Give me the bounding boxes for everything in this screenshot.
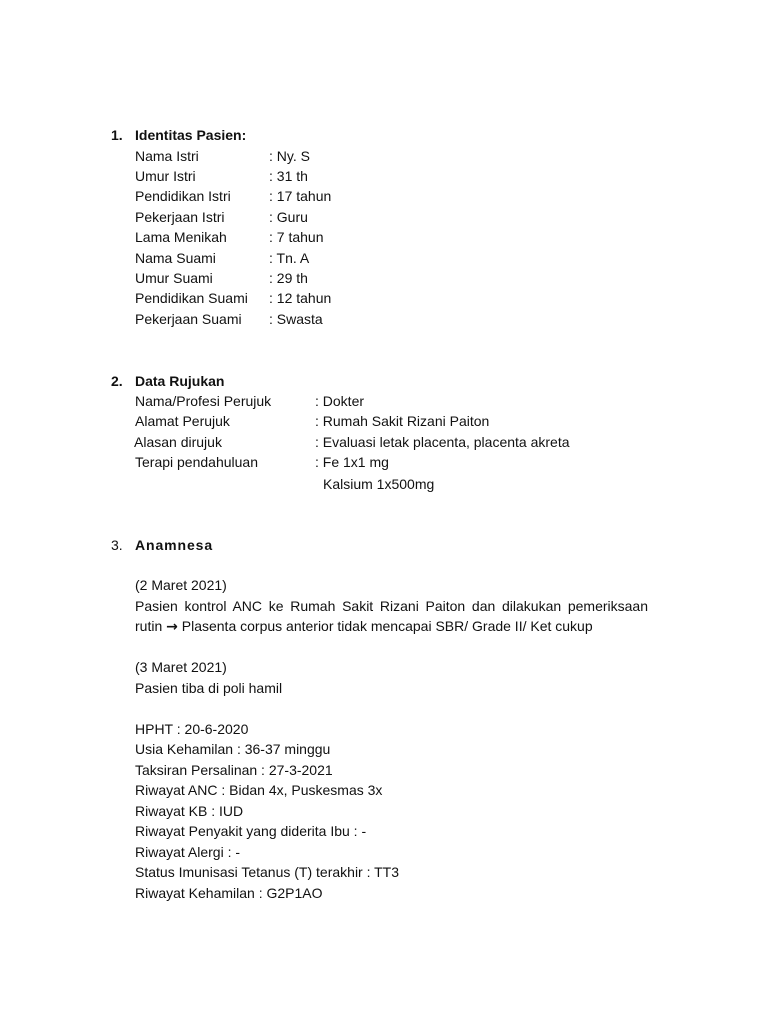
identity-label-umur-istri: Umur Istri bbox=[135, 168, 196, 184]
section-1-number: 1. bbox=[111, 127, 123, 143]
identity-value-pendidikan-suami: : 12 tahun bbox=[269, 290, 332, 306]
referral-label-profesi: Nama/Profesi Perujuk bbox=[135, 393, 272, 409]
anamnesa-fact-taksiran-persalinan: Taksiran Persalinan : 27-3-2021 bbox=[135, 762, 333, 778]
section-2-title: Data Rujukan bbox=[135, 373, 225, 389]
identity-value-lama-menikah: : 7 tahun bbox=[269, 229, 324, 245]
referral-value-alasan: : Evaluasi letak placenta, placenta akreta bbox=[315, 434, 570, 450]
anamnesa-fact-hpht: HPHT : 20-6-2020 bbox=[135, 721, 249, 737]
identity-value-pekerjaan-suami: : Swasta bbox=[269, 311, 323, 327]
identity-value-nama-suami: : Tn. A bbox=[269, 250, 310, 266]
identity-value-umur-suami: : 29 th bbox=[269, 270, 308, 286]
section-3-number: 3. bbox=[111, 537, 123, 553]
anamnesa-paragraph-2: Pasien tiba di poli hamil bbox=[135, 680, 283, 696]
identity-value-pendidikan-istri: : 17 tahun bbox=[269, 188, 332, 204]
anamnesa-fact-riwayat-penyakit: Riwayat Penyakit yang diderita Ibu : - bbox=[135, 823, 367, 839]
anamnesa-date-2: (3 Maret 2021) bbox=[135, 659, 227, 675]
identity-label-pekerjaan-suami: Pekerjaan Suami bbox=[135, 311, 242, 327]
identity-label-umur-suami: Umur Suami bbox=[135, 270, 213, 286]
anamnesa-fact-usia-kehamilan: Usia Kehamilan : 36-37 minggu bbox=[135, 741, 331, 757]
referral-value-alamat: : Rumah Sakit Rizani Paiton bbox=[315, 413, 490, 429]
identity-label-nama-istri: Nama Istri bbox=[135, 148, 199, 164]
anamnesa-fact-riwayat-kehamilan: Riwayat Kehamilan : G2P1AO bbox=[135, 885, 323, 901]
identity-label-lama-menikah: Lama Menikah bbox=[135, 229, 227, 245]
referral-value-terapi-continuation: Kalsium 1x500mg bbox=[323, 476, 435, 492]
section-2-number: 2. bbox=[111, 373, 123, 389]
section-1-title: Identitas Pasien: bbox=[135, 127, 247, 143]
referral-value-terapi: : Fe 1x1 mg bbox=[315, 454, 389, 470]
referral-value-profesi: : Dokter bbox=[315, 393, 365, 409]
anamnesa-paragraph-1-prefix: rutin bbox=[135, 618, 163, 634]
anamnesa-paragraph-1-line-1: Pasien kontrol ANC ke Rumah Sakit Rizani Paiton dan dilakukan pemeriksaan bbox=[135, 598, 648, 614]
right-arrow-icon: → bbox=[166, 619, 178, 635]
identity-label-pendidikan-suami: Pendidikan Suami bbox=[135, 290, 248, 306]
anamnesa-fact-riwayat-kb: Riwayat KB : IUD bbox=[135, 803, 244, 819]
anamnesa-fact-riwayat-alergi: Riwayat Alergi : - bbox=[135, 844, 241, 860]
anamnesa-paragraph-1-line-2 bbox=[135, 616, 593, 636]
anamnesa-paragraph-1-rest: Plasenta corpus anterior tidak mencapai SBR/ Grade II/ Ket cukup bbox=[181, 618, 593, 634]
identity-value-pekerjaan-istri: : Guru bbox=[269, 209, 308, 225]
referral-label-terapi: Terapi pendahuluan bbox=[135, 454, 258, 470]
referral-label-alamat: Alamat Perujuk bbox=[135, 413, 230, 429]
identity-label-pendidikan-istri: Pendidikan Istri bbox=[135, 188, 231, 204]
referral-label-alasan: Alasan dirujuk bbox=[134, 434, 222, 450]
section-3-title: Anamnesa bbox=[135, 537, 214, 553]
identity-label-pekerjaan-istri: Pekerjaan Istri bbox=[135, 209, 225, 225]
anamnesa-fact-status-imunisasi: Status Imunisasi Tetanus (T) terakhir : TT3 bbox=[135, 864, 400, 880]
identity-label-nama-suami: Nama Suami bbox=[135, 250, 216, 266]
anamnesa-date-1: (2 Maret 2021) bbox=[135, 577, 227, 593]
identity-value-nama-istri: : Ny. S bbox=[269, 148, 310, 164]
identity-value-umur-istri: : 31 th bbox=[269, 168, 308, 184]
anamnesa-fact-riwayat-anc: Riwayat ANC : Bidan 4x, Puskesmas 3x bbox=[135, 782, 383, 798]
